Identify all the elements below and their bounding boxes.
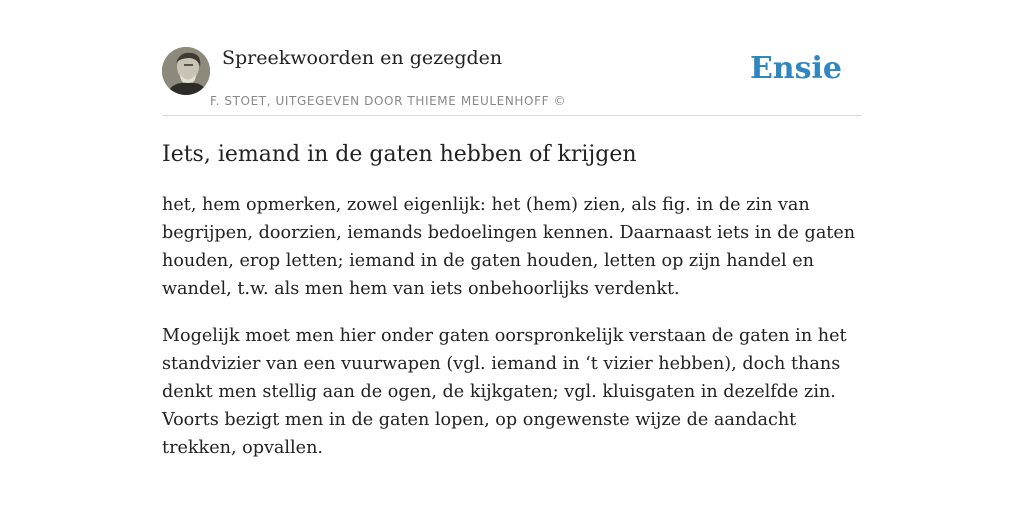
author-avatar[interactable] <box>162 47 210 95</box>
portrait-icon <box>162 47 210 95</box>
ensie-logo-link[interactable]: Ensie <box>749 51 842 86</box>
entry-paragraph: Mogelijk moet men hier onder gaten oorspronkelijk verstaan de gaten in het standvizier van een vuurwapen (vgl. iemand in ‘t vizier hebben), doch thans denkt men stellig aan de ogen, de kijkgaten; vgl. kluisgaten in dezelfde zin. Voorts bezigt men in de gaten lopen, op ongewenste wijze de aandacht trekken, opvallen. <box>162 326 847 458</box>
source-credit: F. STOET, UITGEGEVEN DOOR THIEME MEULENHOFF © <box>210 94 567 108</box>
source-header <box>162 46 862 116</box>
entry-paragraph: het, hem opmerken, zowel eigenlijk: het (hem) zien, als fig. in de zin van begrijpen, doorzien, iemands bedoelingen kennen. Daarnaast iets in de gaten houden, erop letten; iemand in de gaten houden, letten op zijn handel en wandel, t.w. als men hem van iets onbehoorlijks verdenkt. <box>162 195 856 299</box>
entry-card <box>162 46 862 481</box>
entry-title: Iets, iemand in de gaten hebben of krijgen <box>162 142 637 167</box>
source-title[interactable]: Spreekwoorden en gezegden <box>222 47 503 69</box>
entry-body <box>162 191 862 462</box>
